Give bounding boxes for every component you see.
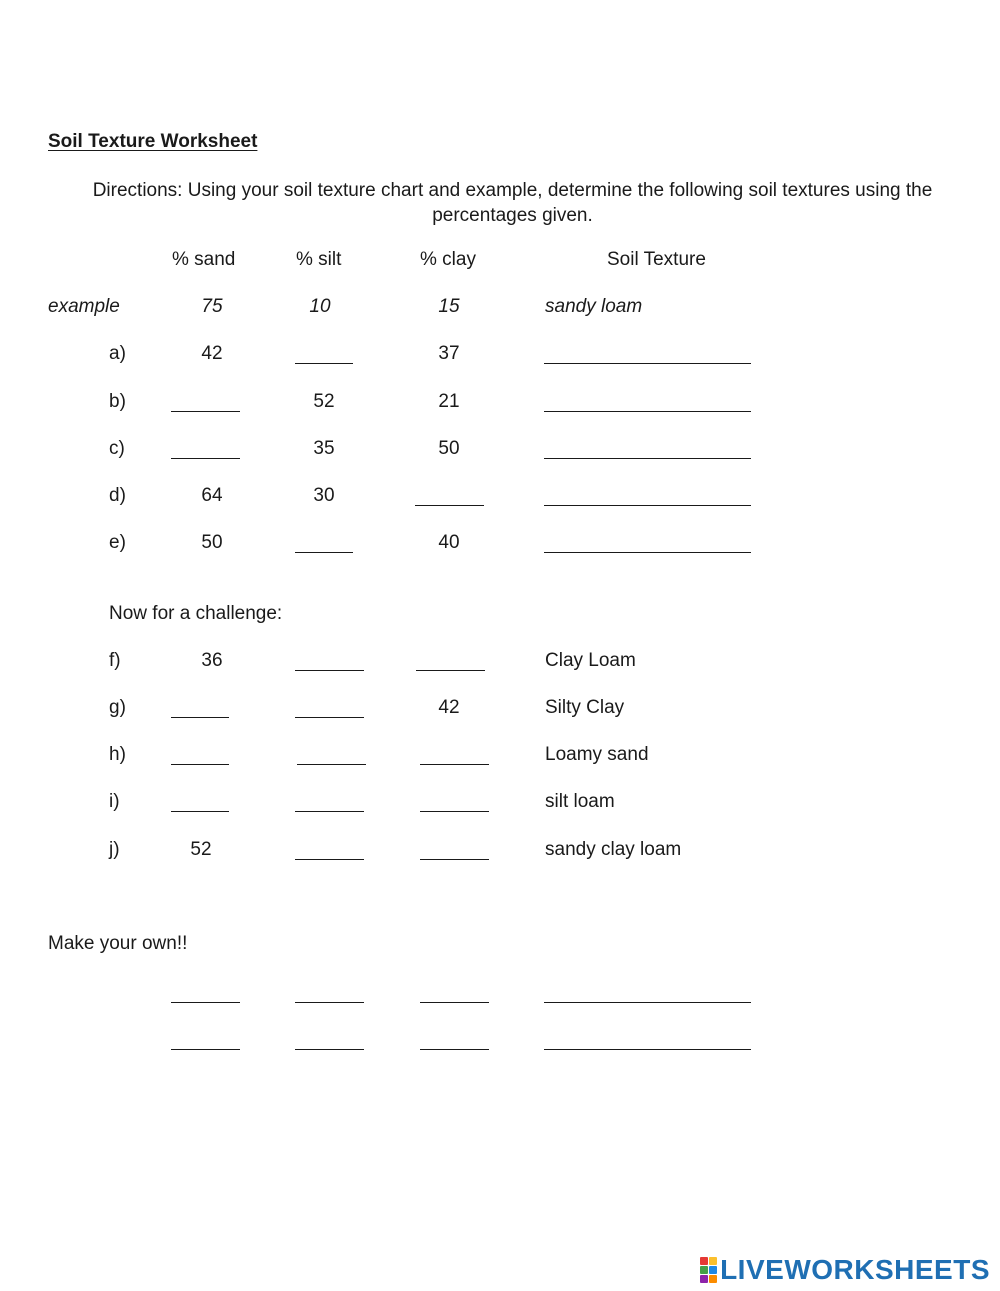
silt-blank[interactable]: [295, 1049, 364, 1050]
liveworksheets-logo-icon: [700, 1257, 717, 1283]
soil-texture-blank[interactable]: [544, 1049, 751, 1050]
row-label: c): [109, 438, 125, 459]
table-row: [0, 982, 1000, 1012]
table-row: [0, 650, 1000, 680]
row-label: d): [109, 485, 126, 506]
soil-texture-blank[interactable]: [544, 458, 751, 459]
directions-text: Directions: Using your soil texture chart and example, determine the following soil textures using the percentages given.: [92, 180, 933, 226]
clay-blank[interactable]: [420, 811, 489, 812]
sand-blank[interactable]: [171, 1002, 240, 1003]
table-row: [0, 343, 1000, 373]
sand-value: 36: [201, 650, 223, 671]
silt-blank[interactable]: [295, 670, 364, 671]
row-label: i): [109, 791, 120, 812]
sand-value: 64: [201, 485, 223, 506]
row-label: h): [109, 744, 126, 765]
clay-blank[interactable]: [416, 670, 485, 671]
clay-value: 37: [438, 343, 460, 364]
clay-value: 21: [438, 391, 460, 412]
row-label: f): [109, 650, 121, 671]
row-label: b): [109, 391, 126, 412]
row-label: j): [109, 839, 120, 860]
table-row: [0, 839, 1000, 869]
sand-blank[interactable]: [171, 764, 229, 765]
silt-blank[interactable]: [295, 1002, 364, 1003]
sand-blank[interactable]: [171, 458, 240, 459]
soil-texture-blank[interactable]: [544, 363, 751, 364]
table-row: [0, 791, 1000, 821]
silt-blank[interactable]: [295, 859, 364, 860]
header-soil-texture: Soil Texture: [607, 249, 706, 270]
table-row: [0, 391, 1000, 421]
table-row: [0, 438, 1000, 468]
example-sand: 75: [201, 296, 223, 317]
header-sand: % sand: [172, 249, 236, 270]
clay-value: 50: [438, 438, 460, 459]
silt-blank[interactable]: [297, 764, 366, 765]
row-label: a): [109, 343, 126, 364]
clay-blank[interactable]: [420, 1049, 489, 1050]
example-texture: sandy loam: [545, 296, 643, 317]
logo-text: LIVEWORKSHEETS: [720, 1254, 990, 1285]
soil-texture-blank[interactable]: [544, 1002, 751, 1003]
soil-texture-value: Silty Clay: [545, 697, 625, 718]
table-row: [0, 697, 1000, 727]
silt-value: 52: [313, 391, 335, 412]
soil-texture-value: Loamy sand: [545, 744, 649, 765]
clay-blank[interactable]: [420, 1002, 489, 1003]
soil-texture-value: Clay Loam: [545, 650, 636, 671]
example-row: [0, 296, 1000, 326]
sand-blank[interactable]: [171, 1049, 240, 1050]
silt-value: 35: [313, 438, 335, 459]
example-clay: 15: [438, 296, 460, 317]
silt-value: 30: [313, 485, 335, 506]
clay-blank[interactable]: [415, 505, 484, 506]
example-silt: 10: [309, 296, 331, 317]
soil-texture-value: silt loam: [545, 791, 615, 812]
clay-blank[interactable]: [420, 859, 489, 860]
sand-blank[interactable]: [171, 811, 229, 812]
sand-blank[interactable]: [171, 717, 229, 718]
silt-blank[interactable]: [295, 363, 353, 364]
soil-texture-blank[interactable]: [544, 411, 751, 412]
silt-blank[interactable]: [295, 552, 353, 553]
soil-texture-value: sandy clay loam: [545, 839, 682, 860]
liveworksheets-logo: [700, 1253, 990, 1287]
silt-blank[interactable]: [295, 717, 364, 718]
header-silt: % silt: [296, 249, 342, 270]
row-label: g): [109, 697, 126, 718]
row-label: e): [109, 532, 126, 553]
table-row: [0, 1029, 1000, 1059]
sand-value: 42: [201, 343, 223, 364]
clay-blank[interactable]: [420, 764, 489, 765]
soil-texture-blank[interactable]: [544, 505, 751, 506]
table-row: [0, 744, 1000, 774]
silt-blank[interactable]: [295, 811, 364, 812]
header-clay: % clay: [420, 249, 476, 270]
worksheet-title: Soil Texture Worksheet: [48, 131, 258, 152]
example-label: example: [48, 296, 120, 317]
table-row: [0, 485, 1000, 515]
soil-texture-blank[interactable]: [544, 552, 751, 553]
challenge-heading: Now for a challenge:: [109, 603, 283, 624]
sand-blank[interactable]: [171, 411, 240, 412]
sand-value: 52: [190, 839, 212, 860]
clay-value: 42: [438, 697, 460, 718]
table-row: [0, 532, 1000, 562]
make-your-own-heading: Make your own!!: [48, 933, 188, 954]
clay-value: 40: [438, 532, 460, 553]
sand-value: 50: [201, 532, 223, 553]
